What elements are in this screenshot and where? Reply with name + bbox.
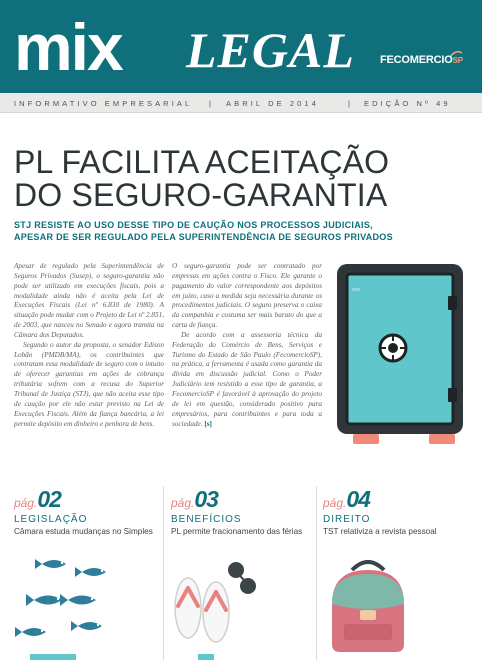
article-deck (14, 219, 444, 243)
section-teaser-beneficios[interactable] (171, 486, 321, 536)
section-teaser-legislacao[interactable] (14, 486, 164, 536)
article-end-mark: [s] (204, 419, 212, 428)
page-prefix: pág. (171, 496, 195, 510)
body-paragraph: Segundo o autor da proposta, o senador Edison Lobão (PMDB/MA), os contribuintes que contratam essa modalidade de seguro com o intuito de oferecer garantias em ações de cobrança tributária sofrem com a recusa do Superior Tribunal de Justiça (STJ), que não aceita esse tipo de caução por ele não estar previsto na Lei de Execuções Fiscais. Além da fiança bancária, a lei permite depósito em dinheiro e penhora de bens. (14, 340, 164, 428)
body-paragraph (172, 331, 322, 429)
section-summary: TST relativiza a revista pessoal (323, 527, 437, 536)
footer-accent (198, 654, 214, 660)
info-separator: | (348, 99, 354, 108)
headline-line: DO SEGURO-GARANTIA (14, 177, 388, 213)
article-column-1 (14, 262, 164, 429)
page-prefix: pág. (323, 496, 347, 510)
page-number: 02 (37, 486, 61, 512)
edition-number: EDIÇÃO Nº 49 (364, 99, 451, 108)
brand-legal: LEGAL (186, 22, 355, 78)
section-summary: PL permite fracionamento das férias (171, 527, 303, 536)
page-prefix: pág. (14, 496, 38, 510)
publisher-name: FECOMERCIO (380, 54, 453, 66)
issue-date: ABRIL DE 2014 (226, 99, 319, 108)
publisher-logo (380, 54, 463, 66)
publisher-suffix: SP (452, 56, 463, 65)
body-paragraph-text: De acordo com a assessoria técnica da Federação do Comércio de Bens, Serviços e Turismo do Estado de São Paulo (FecomercioSP), na prática, a ferramenta é usada como garantia da dívida em discussão judicial. Como o Poder Judiciário tem resistido a esse tipo de garantia, a FecomercioSP é favorável à aprovação do projeto de lei em questão, considerado positivo para empresários, para contribuintes e para toda a sociedade. (172, 330, 322, 428)
section-teaser-direito[interactable] (323, 486, 473, 536)
sunglasses-icon (222, 560, 262, 616)
page-number: 04 (346, 486, 370, 512)
section-label: DIREITO (323, 514, 371, 525)
footer-accent (30, 654, 76, 660)
brand-mix: mix (14, 10, 122, 84)
backpack-icon (318, 560, 418, 654)
page-number: 03 (194, 486, 218, 512)
section-summary: Câmara estuda mudanças no Simples (14, 527, 153, 536)
article-headline (14, 146, 474, 212)
safe-icon (331, 262, 471, 450)
fish-school-icon (12, 556, 122, 648)
publication-type: INFORMATIVO EMPRESARIAL (14, 99, 193, 108)
info-separator: | (209, 99, 215, 108)
section-label: BENEFÍCIOS (171, 514, 242, 525)
info-bar (0, 93, 482, 113)
article-column-2 (172, 262, 322, 429)
body-paragraph: O seguro-garantia pode ser contratado por empresas em ações contra o Fisco. Ele garante o pagamento do valor correspondente aos depósitos em juízo, caso a medida seja necessária durante os procedimentos judiciais. O seguro preserva o caixa da companhia e costuma ser mais barato do que a carta de fiança. (172, 262, 322, 330)
deck-line: APESAR DE SER REGULADO PELA SUPERINTENDÊNCIA DE SEGUROS PRIVADOS (14, 232, 393, 242)
headline-line: PL FACILITA ACEITAÇÃO (14, 144, 390, 180)
deck-line: STJ RESISTE AO USO DESSE TIPO DE CAUÇÃO NOS PROCESSOS JUDICIAIS, (14, 220, 373, 230)
body-paragraph: Apesar de regulado pela Superintendência de Seguros Privados (Susep), o seguro-garantia não pode ser utilizado em execuções fiscais, pois a modalidade ainda não é aceita pela Lei de Execuções Fiscais (Lei nº 6.830 de 1980). A situação pode mudar com o Projeto de Lei nº 2.851, de 2003, que nasceu no Senado e agora tramita na Câmara dos Deputados. (14, 262, 164, 339)
section-label: LEGISLAÇÃO (14, 514, 88, 525)
masthead (0, 0, 482, 93)
